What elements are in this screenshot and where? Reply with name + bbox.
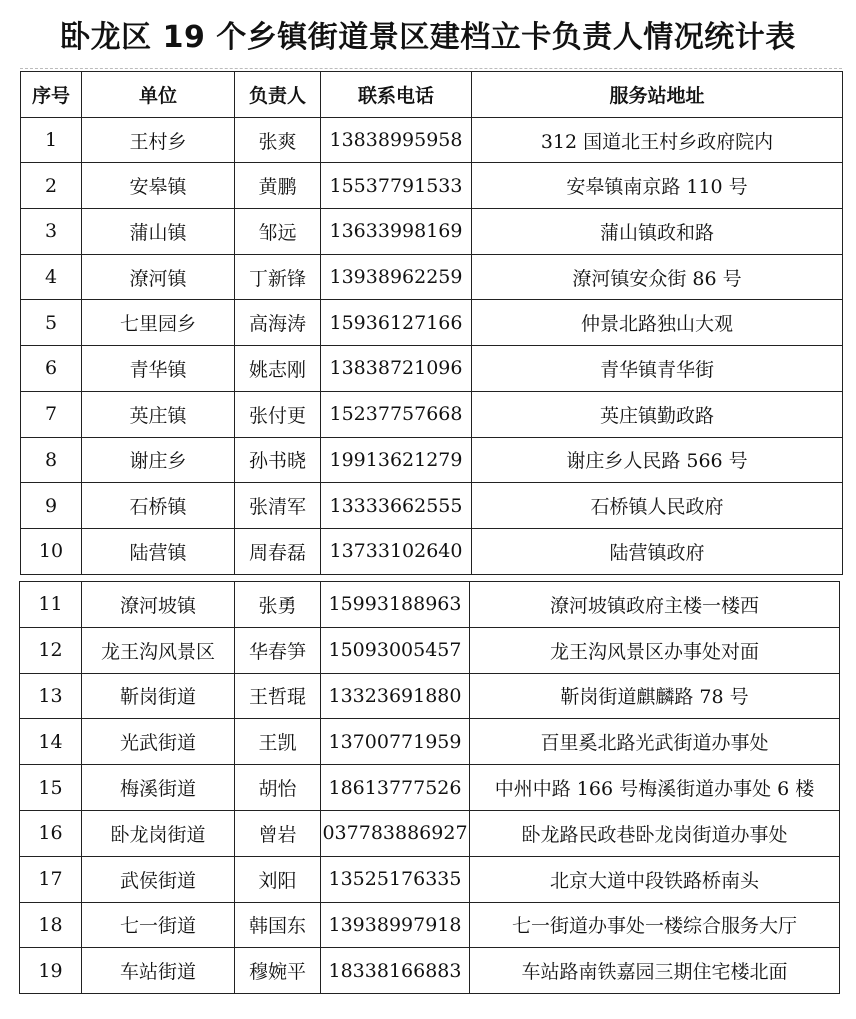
header-person: 负责人 bbox=[235, 72, 321, 118]
cell-no: 18 bbox=[20, 902, 82, 948]
cell-no: 5 bbox=[21, 300, 82, 346]
cell-no: 8 bbox=[21, 437, 82, 483]
table-row bbox=[20, 948, 840, 994]
cell-phone: 18613777526 bbox=[321, 765, 470, 811]
table-row bbox=[20, 810, 840, 856]
cell-phone: 13525176335 bbox=[321, 856, 470, 902]
cell-phone: 19913621279 bbox=[321, 437, 472, 483]
cell-phone: 13333662555 bbox=[321, 483, 472, 529]
header-row bbox=[21, 72, 843, 118]
table-row bbox=[21, 528, 843, 574]
cell-unit: 七一街道 bbox=[82, 902, 235, 948]
cell-phone: 15237757668 bbox=[321, 391, 472, 437]
cell-unit: 蒲山镇 bbox=[82, 209, 235, 255]
cell-unit: 卧龙岗街道 bbox=[82, 810, 235, 856]
cell-unit: 龙王沟风景区 bbox=[82, 627, 235, 673]
cell-no: 1 bbox=[21, 117, 82, 163]
cell-address: 英庄镇勤政路 bbox=[472, 391, 843, 437]
cell-phone: 13938962259 bbox=[321, 254, 472, 300]
cell-unit: 光武街道 bbox=[82, 719, 235, 765]
cell-person: 孙书晓 bbox=[235, 437, 321, 483]
cell-address: 青华镇青华街 bbox=[472, 346, 843, 392]
cell-unit: 青华镇 bbox=[82, 346, 235, 392]
cell-phone: 13633998169 bbox=[321, 209, 472, 255]
cell-person: 张爽 bbox=[235, 117, 321, 163]
cell-address: 车站路南铁嘉园三期住宅楼北面 bbox=[470, 948, 840, 994]
table-row bbox=[20, 765, 840, 811]
cell-person: 穆婉平 bbox=[235, 948, 321, 994]
cell-unit: 靳岗街道 bbox=[82, 673, 235, 719]
table-row bbox=[20, 902, 840, 948]
responsible-table-part1 bbox=[20, 71, 843, 575]
cell-person: 张付更 bbox=[235, 391, 321, 437]
cell-person: 张清军 bbox=[235, 483, 321, 529]
cell-unit: 王村乡 bbox=[82, 117, 235, 163]
cell-no: 7 bbox=[21, 391, 82, 437]
cell-person: 曾岩 bbox=[235, 810, 321, 856]
cell-phone: 15537791533 bbox=[321, 163, 472, 209]
cell-no: 12 bbox=[20, 627, 82, 673]
cell-unit: 陆营镇 bbox=[82, 528, 235, 574]
title-divider bbox=[20, 68, 842, 69]
cell-unit: 安皋镇 bbox=[82, 163, 235, 209]
header-address: 服务站地址 bbox=[472, 72, 843, 118]
cell-no: 14 bbox=[20, 719, 82, 765]
cell-person: 韩国东 bbox=[235, 902, 321, 948]
cell-unit: 潦河镇 bbox=[82, 254, 235, 300]
table-row bbox=[21, 163, 843, 209]
cell-unit: 石桥镇 bbox=[82, 483, 235, 529]
cell-unit: 梅溪街道 bbox=[82, 765, 235, 811]
cell-no: 10 bbox=[21, 528, 82, 574]
cell-person: 张勇 bbox=[235, 582, 321, 628]
cell-address: 蒲山镇政和路 bbox=[472, 209, 843, 255]
cell-no: 2 bbox=[21, 163, 82, 209]
table-row bbox=[20, 719, 840, 765]
cell-address: 安皋镇南京路 110 号 bbox=[472, 163, 843, 209]
cell-address: 龙王沟风景区办事处对面 bbox=[470, 627, 840, 673]
cell-no: 6 bbox=[21, 346, 82, 392]
cell-address: 仲景北路独山大观 bbox=[472, 300, 843, 346]
table-row bbox=[20, 673, 840, 719]
cell-person: 姚志刚 bbox=[235, 346, 321, 392]
cell-address: 中州中路 166 号梅溪街道办事处 6 楼 bbox=[470, 765, 840, 811]
cell-person: 王哲琨 bbox=[235, 673, 321, 719]
table-row bbox=[21, 300, 843, 346]
cell-phone: 037783886927 bbox=[321, 810, 470, 856]
table-row bbox=[21, 483, 843, 529]
cell-address: 潦河坡镇政府主楼一楼西 bbox=[470, 582, 840, 628]
cell-address: 靳岗街道麒麟路 78 号 bbox=[470, 673, 840, 719]
cell-phone: 18338166883 bbox=[321, 948, 470, 994]
cell-person: 丁新锋 bbox=[235, 254, 321, 300]
cell-person: 胡怡 bbox=[235, 765, 321, 811]
cell-address: 谢庄乡人民路 566 号 bbox=[472, 437, 843, 483]
cell-phone: 15993188963 bbox=[321, 582, 470, 628]
cell-phone: 15936127166 bbox=[321, 300, 472, 346]
header-phone: 联系电话 bbox=[321, 72, 472, 118]
cell-phone: 13323691880 bbox=[321, 673, 470, 719]
cell-unit: 谢庄乡 bbox=[82, 437, 235, 483]
cell-address: 七一街道办事处一楼综合服务大厅 bbox=[470, 902, 840, 948]
table-row bbox=[20, 627, 840, 673]
cell-unit: 武侯街道 bbox=[82, 856, 235, 902]
table-row bbox=[21, 254, 843, 300]
cell-address: 卧龙路民政巷卧龙岗街道办事处 bbox=[470, 810, 840, 856]
cell-no: 16 bbox=[20, 810, 82, 856]
cell-person: 王凯 bbox=[235, 719, 321, 765]
table-row bbox=[21, 117, 843, 163]
header-no: 序号 bbox=[21, 72, 82, 118]
page-break bbox=[16, 576, 846, 580]
table-row bbox=[20, 582, 840, 628]
cell-no: 11 bbox=[20, 582, 82, 628]
cell-address: 百里奚北路光武街道办事处 bbox=[470, 719, 840, 765]
cell-no: 19 bbox=[20, 948, 82, 994]
page-title: 卧龙区 19 个乡镇街道景区建档立卡负责人情况统计表 bbox=[60, 20, 796, 55]
cell-unit: 车站街道 bbox=[82, 948, 235, 994]
cell-phone: 13700771959 bbox=[321, 719, 470, 765]
cell-address: 潦河镇安众街 86 号 bbox=[472, 254, 843, 300]
cell-person: 周春磊 bbox=[235, 528, 321, 574]
cell-phone: 13938997918 bbox=[321, 902, 470, 948]
cell-phone: 13838995958 bbox=[321, 117, 472, 163]
cell-no: 3 bbox=[21, 209, 82, 255]
cell-no: 9 bbox=[21, 483, 82, 529]
cell-person: 邹远 bbox=[235, 209, 321, 255]
cell-address: 312 国道北王村乡政府院内 bbox=[472, 117, 843, 163]
cell-person: 华春笋 bbox=[235, 627, 321, 673]
cell-address: 陆营镇政府 bbox=[472, 528, 843, 574]
header-unit: 单位 bbox=[82, 72, 235, 118]
responsible-table-part2 bbox=[19, 581, 840, 994]
table-row bbox=[21, 437, 843, 483]
cell-no: 17 bbox=[20, 856, 82, 902]
cell-no: 4 bbox=[21, 254, 82, 300]
cell-address: 北京大道中段铁路桥南头 bbox=[470, 856, 840, 902]
cell-no: 13 bbox=[20, 673, 82, 719]
cell-unit: 七里园乡 bbox=[82, 300, 235, 346]
table-row bbox=[20, 856, 840, 902]
cell-unit: 潦河坡镇 bbox=[82, 582, 235, 628]
cell-phone: 13733102640 bbox=[321, 528, 472, 574]
cell-address: 石桥镇人民政府 bbox=[472, 483, 843, 529]
table-row bbox=[21, 346, 843, 392]
cell-person: 高海涛 bbox=[235, 300, 321, 346]
cell-phone: 15093005457 bbox=[321, 627, 470, 673]
cell-person: 刘阳 bbox=[235, 856, 321, 902]
cell-unit: 英庄镇 bbox=[82, 391, 235, 437]
table-row bbox=[21, 209, 843, 255]
cell-phone: 13838721096 bbox=[321, 346, 472, 392]
cell-no: 15 bbox=[20, 765, 82, 811]
cell-person: 黄鹏 bbox=[235, 163, 321, 209]
table-row bbox=[21, 391, 843, 437]
